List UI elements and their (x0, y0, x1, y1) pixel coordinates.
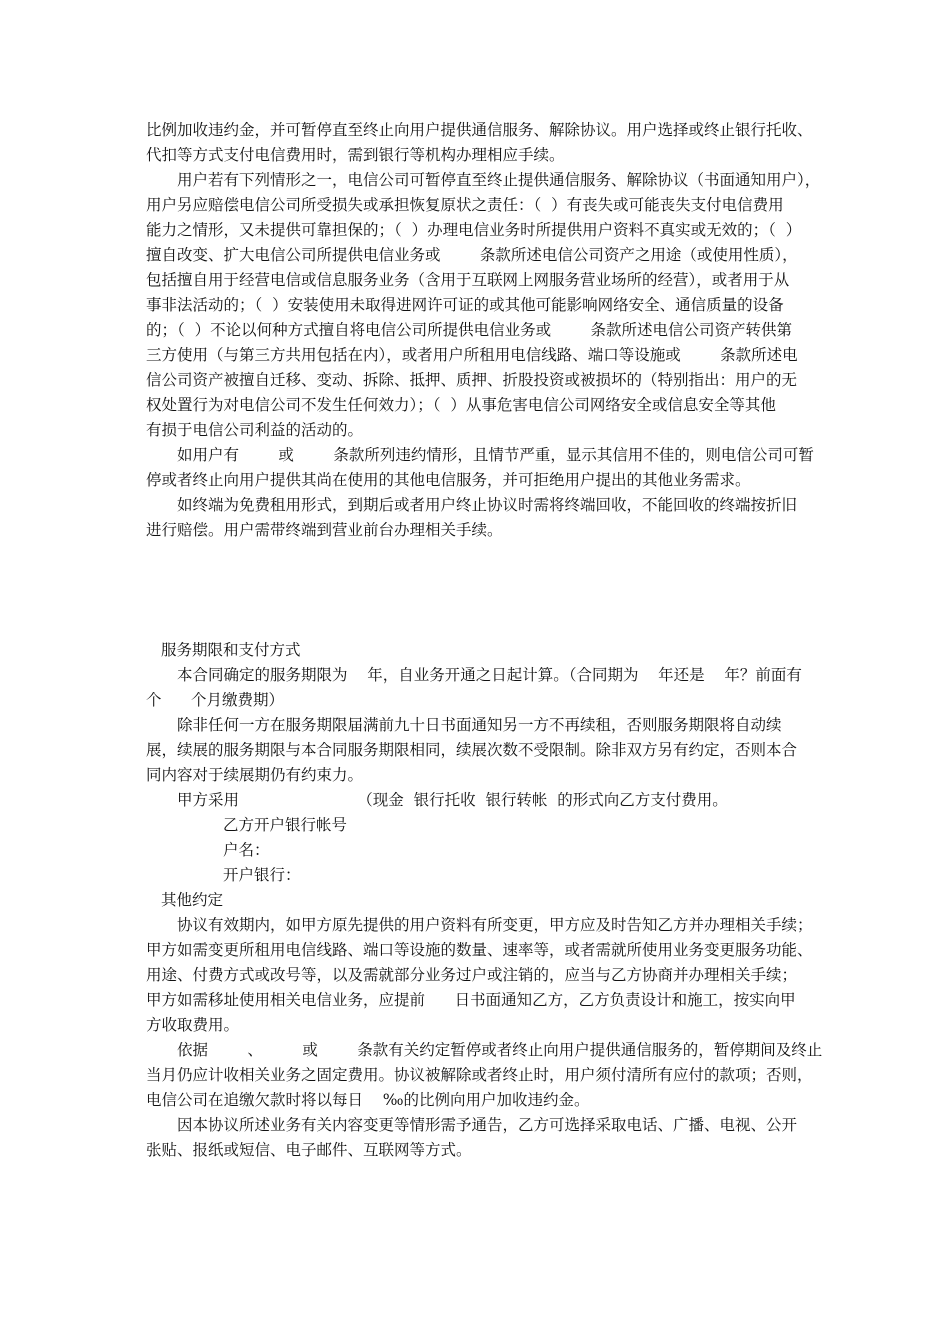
text-line: 用途、付费方式或改号等，以及需就部分业务过户或注销的，应当与乙方协商并办理相关手续； (146, 966, 798, 984)
paragraph-start: 本合同确定的服务期限为 年，自业务开通之日起计算。（合同期为 年还是 年？前面有 (177, 666, 802, 684)
paragraph-start: 因本协议所述业务有关内容变更等情形需予通告，乙方可选择采取电话、广播、电视、公开 (177, 1116, 798, 1134)
section-heading-other-terms: 其他约定 (161, 891, 224, 909)
text-line: 的；（ ）不论以何种方式擅自将电信公司所提供电信业务或 条款所述电信公司资产转供第 (146, 321, 793, 339)
account-name-label: 户名： (223, 841, 270, 859)
text-line: 事非法活动的；（ ）安装使用未取得进网许可证的或其他可能影响网络安全、通信质量的设备 (146, 296, 784, 314)
bank-account-label: 乙方开户银行帐号 (223, 816, 348, 834)
text-line: 展，续展的服务期限与本合同服务期限相同，续展次数不受限制。除非双方另有约定，否则本合 (146, 741, 798, 759)
paragraph-start: 依据 、 或 条款有关约定暂停或者终止向用户提供通信服务的，暂停期间及终止 (177, 1041, 823, 1059)
text-line: 方收取费用。 (146, 1016, 240, 1034)
paragraph-start: 如终端为免费租用形式，到期后或者用户终止协议时需将终端回收，不能回收的终端按折旧 (177, 496, 798, 514)
text-line: 权处置行为对电信公司不发生任何效力）；（ ）从事危害电信公司网络安全或信息安全等其他 (146, 396, 776, 414)
text-line: 有损于电信公司利益的活动的。 (146, 421, 364, 439)
text-line: 代扣等方式支付电信费用时，需到银行等机构办理相应手续。 (146, 146, 565, 164)
text-line: 比例加收违约金，并可暂停直至终止向用户提供通信服务、解除协议。用户选择或终止银行托收、 (146, 121, 813, 139)
text-line: 用户另应赔偿电信公司所受损失或承担恢复原状之责任：（ ）有丧失或可能丧失支付电信费用 (146, 196, 784, 214)
text-line: 进行赔偿。用户需带终端到营业前台办理相关手续。 (146, 521, 503, 539)
text-line: 停或者终止向用户提供其尚在使用的其他电信服务，并可拒绝用户提出的其他业务需求。 (146, 471, 751, 489)
bank-name-label: 开户银行： (223, 866, 301, 884)
paragraph-start: 如用户有 或 条款所列违约情形，且情节严重，显示其信用不佳的，则电信公司可暂 (177, 446, 814, 464)
text-line: 包括擅自用于经营电信或信息服务业务（含用于互联网上网服务营业场所的经营），或者用于从 (146, 271, 790, 289)
text-line: 能力之情形，又未提供可靠担保的；（ ）办理电信业务时所提供用户资料不真实或无效的；（ ） (146, 221, 802, 239)
payment-method-line: 甲方采用 （现金 银行托收 银行转帐 的形式向乙方支付费用。 (177, 791, 728, 809)
text-line: 张贴、报纸或短信、电子邮件、互联网等方式。 (146, 1141, 472, 1159)
text-line: 个 个月缴费期） (146, 691, 285, 709)
text-line: 同内容对于续展期仍有约束力。 (146, 766, 364, 784)
text-line: 电信公司在追缴欠款时将以每日 ‰的比例向用户加收违约金。 (146, 1091, 590, 1109)
section-heading-service-term: 服务期限和支付方式 (161, 641, 301, 659)
paragraph-start: 协议有效期内，如甲方原先提供的用户资料有所变更，甲方应及时告知乙方并办理相关手续； (177, 916, 813, 934)
text-line: 三方使用（与第三方共用包括在内），或者用户所租用电信线路、端口等设施或 条款所述电 (146, 346, 798, 364)
text-line: 当月仍应计收相关业务之固定费用。协议被解除或者终止时，用户须付清所有应付的款项；否则， (146, 1066, 813, 1084)
text-line: 擅自改变、扩大电信公司所提供电信业务或 条款所述电信公司资产之用途（或使用性质）， (146, 246, 798, 264)
text-line: 甲方如需移址使用相关电信业务，应提前 日书面通知乙方，乙方负责设计和施工，按实向甲 (146, 991, 796, 1009)
paragraph-start: 用户若有下列情形之一，电信公司可暂停直至终止提供通信服务、解除协议（书面通知用户）， (177, 171, 821, 189)
paragraph-start: 除非任何一方在服务期限届满前九十日书面通知另一方不再续租，否则服务期限将自动续 (177, 716, 782, 734)
text-line: 信公司资产被擅自迁移、变动、拆除、抵押、质押、折股投资或被损坏的（特别指出：用户的无 (146, 371, 798, 389)
text-line: 甲方如需变更所租用电信线路、端口等设施的数量、速率等，或者需就所使用业务变更服务功能、 (146, 941, 813, 959)
